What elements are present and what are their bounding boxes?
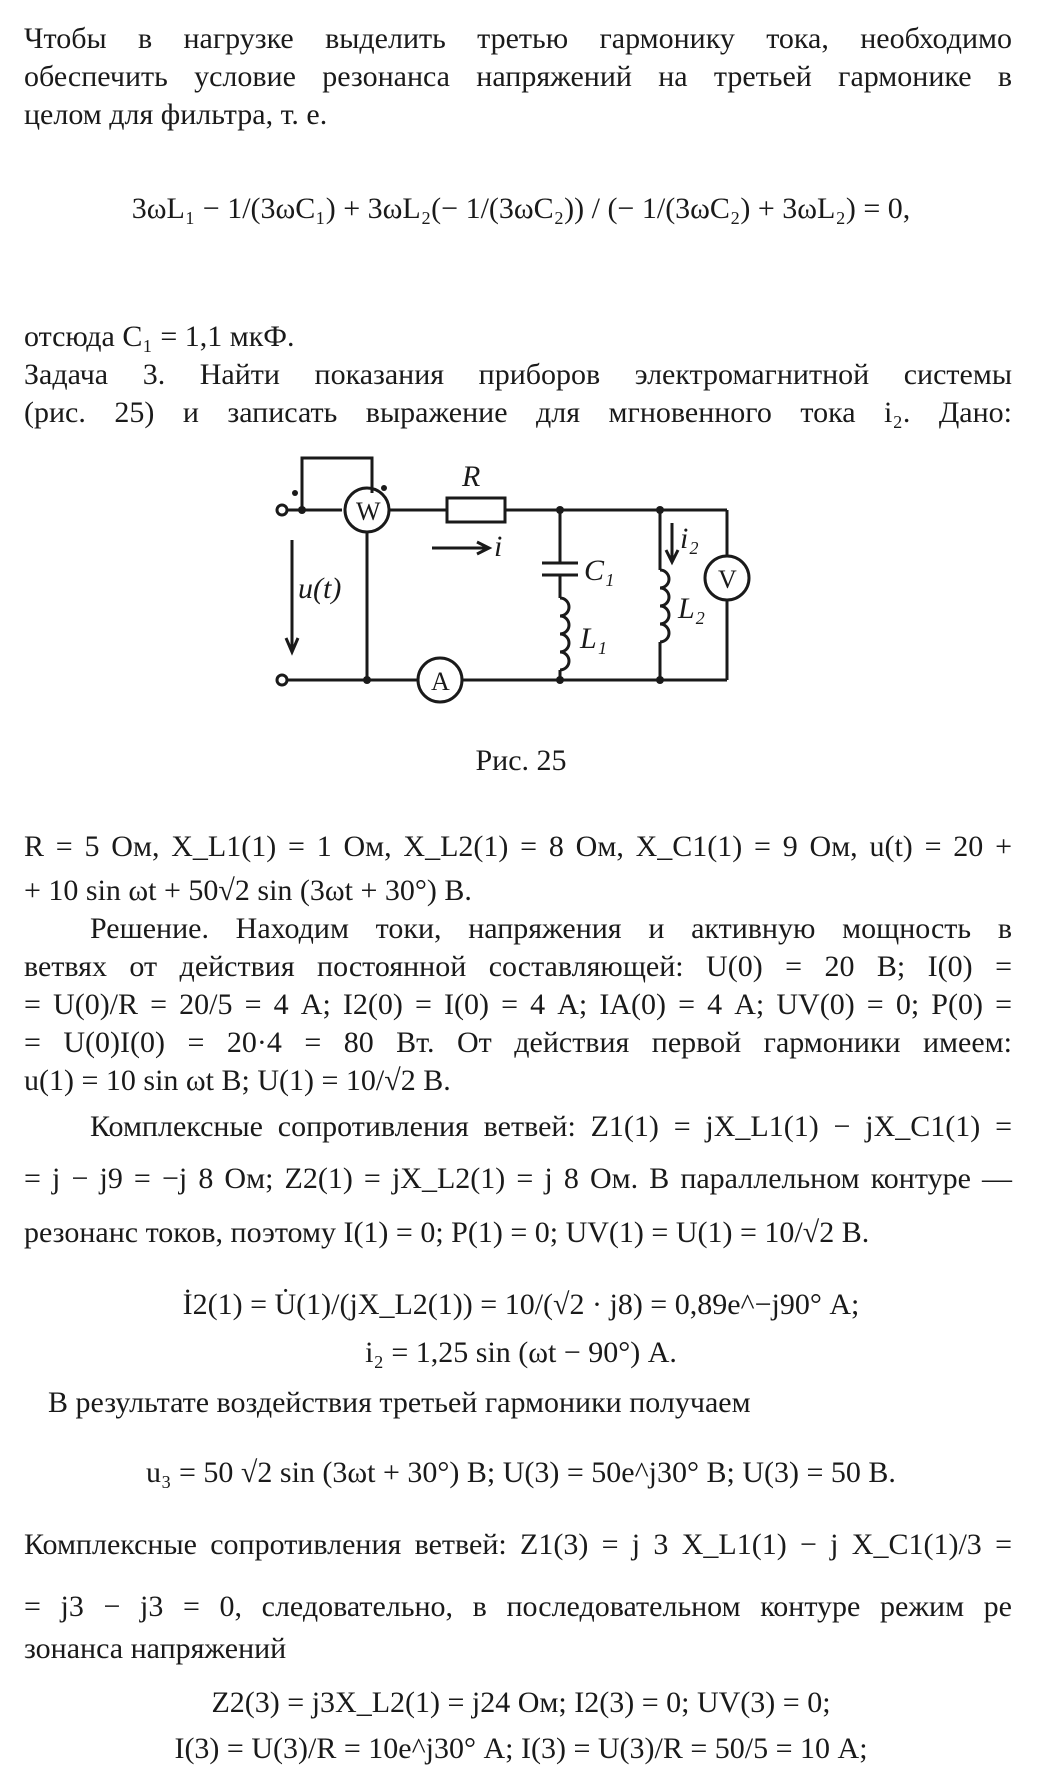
text-line-16: резонанс токов, поэтому I(1) = 0; P(1) = 0; UV(1) = U(1) = 10/√2 В. (24, 1216, 870, 1249)
formula-4: u₃ = 50 √2 sin (3ωt + 30°) В; U(3) = 50e^j30° В; U(3) = 50 В. (146, 1456, 896, 1489)
inductor-l2-icon (660, 570, 669, 642)
formula-6: I(3) = U(3)/R = 10e^j30° А; I(3) = U(3)/R = 50/5 = 10 А; (174, 1732, 868, 1765)
text-line-9: Решение. Находим токи, напряжения и активную мощность в (90, 912, 1012, 945)
formula-3: i₂ = 1,25 sin (ωt − 90°) А. (365, 1336, 677, 1369)
text-line-14: Комплексные сопротивления ветвей: Z1(1) = jX_L1(1) − jX_C1(1) = (90, 1110, 1012, 1143)
text-line-7: R = 5 Ом, X_L1(1) = 1 Ом, X_L2(1) = 8 Ом, X_C1(1) = 9 Ом, u(t) = 20 + (24, 830, 1012, 863)
label-inductor2: L₂ (678, 592, 706, 625)
text-line-5: Задача 3. Найти показания приборов электромагнитной системы (24, 358, 1012, 391)
text-line-13: u(1) = 10 sin ωt В; U(1) = 10/√2 В. (24, 1064, 451, 1097)
text-line-1: Чтобы в нагрузке выделить третью гармонику тока, необходимо (24, 22, 1012, 55)
resistor-icon (447, 498, 505, 522)
formula-1: 3ωL₁ − 1/(3ωC₁) + 3ωL₂(− 1/(3ωC₂)) / (− 1/(3ωC₂) + 3ωL₂) = 0, (131, 192, 911, 225)
text-line-3: целом для фильтра, т. е. (24, 98, 328, 131)
text-line-20: зонанса напряжений (24, 1632, 287, 1665)
label-inductor1: L₁ (580, 622, 608, 655)
formula-2: İ2(1) = U̇(1)/(jX_L2(1)) = 10/(√2 · j8) = 0,89e^−j90° А; (182, 1288, 860, 1321)
label-current: i (494, 530, 503, 563)
text-line-12: = U(0)I(0) = 20·4 = 80 Вт. От действия первой гармоники имеем: (24, 1026, 1012, 1059)
label-current2: i₂ (680, 522, 699, 555)
text-line-4: отсюда C₁ = 1,1 мкФ. (24, 320, 295, 353)
label-source: u(t) (298, 572, 342, 605)
terminal-top (277, 505, 287, 515)
text-line-19: = j3 − j3 = 0, следовательно, в последовательном контуре режим ре (24, 1590, 1012, 1623)
figure-caption: Рис. 25 (475, 744, 567, 777)
label-voltmeter: V (718, 565, 737, 594)
label-capacitor: C₁ (584, 554, 615, 587)
text-line-10: ветвях от действия постоянной составляющей: U(0) = 20 В; I(0) = (24, 950, 1012, 983)
label-ammeter: A (431, 667, 450, 696)
text-line-17: В результате воздействия третьей гармоники получаем (48, 1386, 751, 1419)
label-wattmeter: W (356, 497, 381, 526)
label-resistor: R (462, 460, 481, 493)
formula-5: Z2(3) = j3X_L2(1) = j24 Ом; I2(3) = 0; UV(3) = 0; (211, 1686, 831, 1719)
text-line-11: = U(0)/R = 20/5 = 4 А; I2(0) = I(0) = 4 А; IA(0) = 4 А; UV(0) = 0; P(0) = (24, 988, 1012, 1021)
text-line-8: + 10 sin ωt + 50√2 sin (3ωt + 30°) В. (24, 874, 472, 907)
terminal-bottom (277, 675, 287, 685)
text-line-2: обеспечить условие резонанса напряжений на третьей гармонике в (24, 60, 1012, 93)
inductor-l1-icon (560, 598, 569, 670)
text-line-15: = j − j9 = −j 8 Ом; Z2(1) = jX_L2(1) = j 8 Ом. В параллельном контуре — (24, 1162, 1012, 1195)
text-line-6: (рис. 25) и записать выражение для мгновенного тока i₂. Дано: (24, 396, 1012, 429)
circuit-diagram (262, 448, 782, 718)
text-line-18: Комплексные сопротивления ветвей: Z1(3) = j 3 X_L1(1) − j X_C1(1)/3 = (24, 1528, 1012, 1561)
